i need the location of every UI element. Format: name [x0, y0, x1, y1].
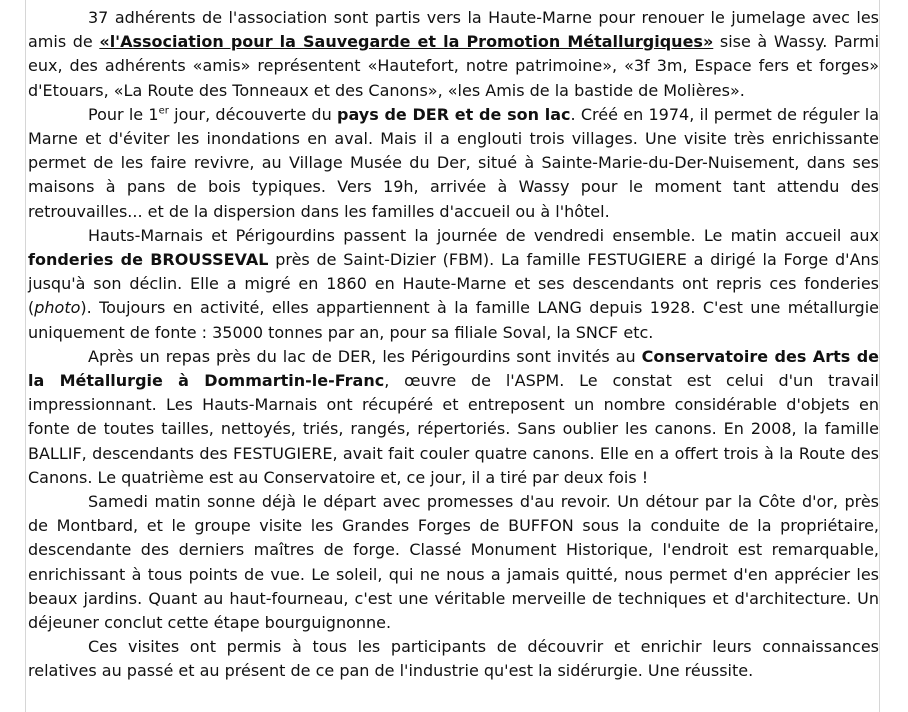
- superscript: er: [158, 105, 169, 117]
- text: Ces visites ont permis à tous les participants de découvrir et enrichir leurs connaissances relatives au passé et au présent de ce pan de l'industrie qu'est la sidérurgie. Une réussite.: [28, 637, 879, 681]
- paragraph-saturday: [28, 490, 879, 635]
- bold-place-name: fonderies de BROUSSEVAL: [28, 250, 269, 270]
- bold-place-name: pays de DER et de son lac: [337, 104, 571, 124]
- text: sise à Wassy. Parmi eux, des adhérents «amis» représentent «Hautefort, notre patrimoine», «3f 3m, Espace fers et forges» d'Etouars, «La Route des Tonneaux et des Canons», «les Amis de la bastide de Molières».: [28, 32, 880, 100]
- text: 37 adhérents de l'association sont partis vers la Haute-Marne pour renouer le jumelage avec les amis de: [28, 8, 879, 52]
- text: jour, découverte du: [168, 104, 337, 124]
- text: , œuvre de l'ASPM. Le constat est celui d'un travail impressionnant. Les Hauts-Marnais ont récupéré et entreposent un nombre considérable d'objets en fonte de toutes tailles, nettoyés, triés, rangés, répertoriés. Sans oublier les canons. En 2008, la famille BALLIF, descendants des FESTUGIERE, avait fait couler quatre canons. Elle en a offert trois à la Route des Canons. Le quatrième est au Conservatoire et, ce jour, il a tiré par deux fois !: [28, 371, 879, 487]
- text: Pour le 1: [88, 104, 159, 124]
- text: près de Saint-Dizier (FBM). La famille FESTUGIERE a dirigé la Forge d'Ans jusqu'à son déclin. Elle a migré en 1860 en Haute-Marne et ses descendants ont repris ces fonderies (: [28, 250, 879, 318]
- italic-word: photo: [34, 298, 81, 318]
- paragraph-intro: [28, 6, 879, 103]
- association-name: «l'Association pour la Sauvegarde et la Promotion Métallurgiques»: [99, 32, 714, 52]
- paragraph-friday: [28, 224, 879, 345]
- text: Samedi matin sonne déjà le départ avec promesses d'au revoir. Un détour par la Côte d'or, près de Montbard, et le groupe visite les Grandes Forges de BUFFON sous la conduite de la propriétaire, descendante des derniers maîtres de forge. Classé Monument Historique, l'endroit est remarquable, enrichissant à tous points de vue. Le soleil, qui ne nous a jamais quitté, nous permet d'en apprécier les beaux jardins. Quant au haut-fourneau, c'est une véritable merveille de techniques et d'architecture. Un déjeuner conclut cette étape bourguignonne.: [28, 492, 879, 633]
- text: Après un repas près du lac de DER, les Périgourdins sont invités au: [88, 346, 642, 366]
- text: . Créé en 1974, il permet de réguler la Marne et d'éviter les inondations en aval. Mais il a englouti trois villages. Une visite très enrichissante permet de les faire revivre, au Village Musée du Der, situé à Sainte-Marie-du-Der-Nuisement, dans ses maisons à pans de bois typiques. Vers 19h, arrivée à Wassy pour le moment tant attendu des retrouvailles... et de la dispersion dans les familles d'accueil ou à l'hôtel.: [28, 104, 879, 221]
- paragraph-day-one: [28, 103, 879, 224]
- bold-place-name: Conservatoire des Arts de la Métallurgie à Dommartin-le-Franc: [28, 346, 879, 391]
- text: ). Toujours en activité, elles appartiennent à la famille LANG depuis 1928. C'est une métallurgie uniquement de fonte : 35000 tonnes par an, pour sa filiale Soval, la SNCF etc.: [28, 298, 879, 342]
- article-body: [28, 6, 879, 684]
- paragraph-conservatoire: [28, 345, 879, 490]
- text: Hauts-Marnais et Périgourdins passent la journée de vendredi ensemble. Le matin accueil aux: [88, 225, 879, 245]
- paragraph-conclusion: [28, 635, 879, 683]
